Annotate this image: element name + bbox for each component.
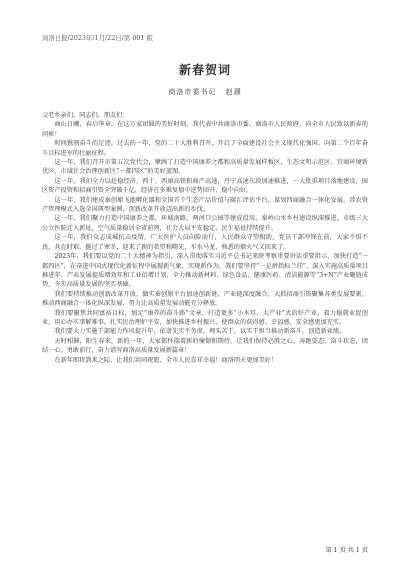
article-body (42, 111, 368, 365)
paragraph: 父老乡亲们，同志们，朋友们： (42, 112, 129, 119)
paragraph: 2023年，我们要以党的二十大精神为指引，深入贯彻落实习近平总书记来陕考察重要讲话重要指示，加快打造“一都四区”，在奋进中国式现代化新征程中展现新气象、实现新作为。我们要坚持“一是拼指标兰挂”，深入实施高质量项目推进年、产业发展提质增效年和工业倍增计划，全力推动新材料、绿色食品、健康医药、清洁能源等“3+N”产业聚链成势，夯实高质量发展的坚实基础。 (42, 253, 368, 289)
paragraph: 在新年即将到来之际，让我们共同祝愿，全市人民喜祥幸福！商洛明天更加美好！ (54, 356, 278, 364)
paragraph: 这一年，我们召开市第五次党代会，擘画了打造中国康养之都和高质量发展样板区、生态文明示范区、宜商环境新优区、市域社会治理创新区“一都四区”的美好蓝图。 (42, 159, 368, 176)
paragraph: 这一年，我们聚力打造中国康养之都，环城南路、两河口公园等建成投用，秦岭山水乡村建设纵深推进，市级三大公立医院迁入新址，空气质量稳居全省前列，社会大局平安稳定，民生福祉持续提升。 (42, 215, 368, 232)
paragraph: 这一年，我们建成秦创原飞地孵化器和全国首个生态产品价值与碳汇评估平台，谋划四商融合一体化发展，涉农资产管理模式入选全国典型案例，创新改革开放迈出新的步伐。 (42, 196, 368, 214)
page-number: 第 1 页 共 1 页 (325, 547, 368, 554)
byline (42, 87, 368, 97)
paragraph: 天时相催，阳生春来，新的一年，大家都怀揣着新的憧憬和期待，让我们保持必胜之心、奔跑姿态、奋斗状态，团结一心、勇敢前行，奋力谱写商洛高质量发展新篇章！ (42, 337, 368, 355)
author-name: 赵璟 (225, 88, 242, 96)
paragraph: 我们要聚焦共同富裕目标，加足“康养的奋斗路”文章，打造更多“小木耳、大产业”式的好产业，着力稳就业促创业，用心办实事解难事，扎实民治理护平安，加快推进乡村振兴，使群众的获得感、幸福感、安全感更加充实。 (42, 309, 368, 326)
paragraph: 我们要持续推动创新改革开放，做实秦创原平台加速创新链、产业链深度融合，大抓招商引资聚集各类发展要素，推动西商融合一体化纵深发展，努力让高质量发展动能充分释放。 (42, 290, 368, 308)
issue-header: 商洛日报/2023年/1月/22日/第 001 版 (42, 34, 153, 42)
author-org: 商洛市委书记 (168, 88, 217, 96)
paragraph: 这一年，我们全力以赴稳经济，西十、西康高铁和商产高速，丹宁高速东段加速推进，一大批重项目落地建设，园区资产投资和招商引资全突破千亿，经济在多难复加中逆势回升、稳中向好。 (42, 177, 368, 195)
paragraph: 商山日曦，春启华章。在这万家团圆的美好时刻，我代表中共商洛市委、商洛市人民政府，向全市人民致以新春的问候！ (42, 121, 368, 138)
paragraph: 我们要大力实施干部能力作风提升年，依谱先实不务虚，埋头苦干，以实干担当推动新奋斗，创造新业绩。 (54, 328, 346, 336)
paragraph: 这一年，我们众志成城抗击疫情，广大医护人员向险而行，人民群众守望相助，党员干部冲锋在前，大家不惧不畏、共克时艰，挺过了寒冬，迎来了新的希望和曙光，车水马龙、熟悉的烟火气又回来了。 (42, 234, 368, 251)
article-title: 新春贺词 (178, 63, 231, 77)
paragraph: 时间镌刻奋斗的足迹。过去的一年，党的二十大胜利召开，开启了全面建设社会主义现代化强国、向第二个百年奋斗目标进军的壮丽征程。 (42, 140, 368, 157)
